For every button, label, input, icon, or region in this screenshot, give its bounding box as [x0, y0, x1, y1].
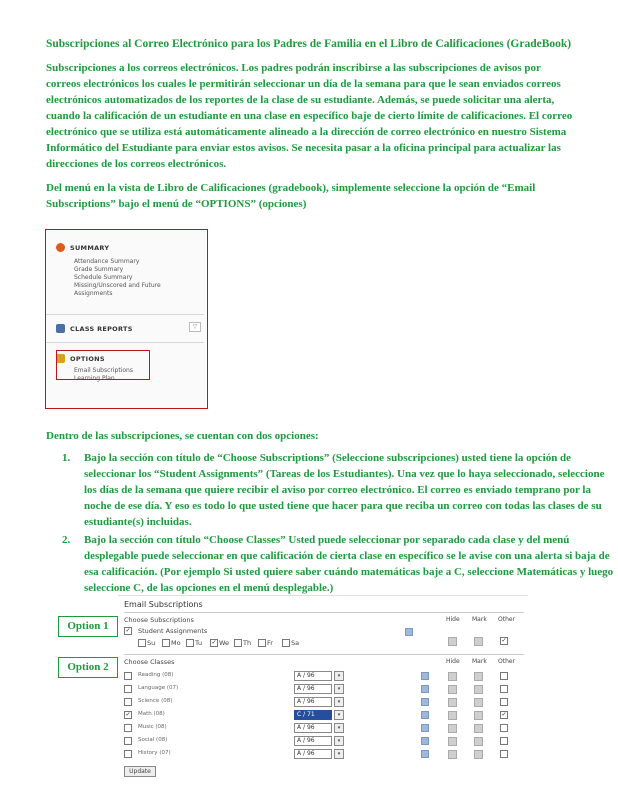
summary-header: SUMMARY	[70, 243, 110, 252]
grey-checkbox[interactable]	[474, 698, 483, 707]
list-number: 1.	[62, 452, 71, 464]
other-checkbox[interactable]	[500, 698, 508, 706]
choose-subscriptions-label: Choose Subscriptions	[124, 616, 194, 624]
intro-paragraph: Subscripciones a los correos electrónicos. Los padres podrán inscribirse a las subscripciones de avisos por correos electrónicos los cuales le permitirán seleccionar un día de la semana para que le sean enviados correos electrónicos automatizados de los reportes de la clase de su estudiante. Además, se puede solicitar una alerta, cuando la calificación de un estudiante en una clase en específico baje de cierto límite de calificaciones. El correo electrónico que se utiliza está automáticamente alineado a la dirección de correo electrónico en nuestro Sistema Informático del Estudiante para enviar estos avisos. Se necesita pasar a la oficina principal para actualizar las direcciones de los correos electrónicos.	[46, 62, 573, 170]
divider	[46, 342, 204, 343]
day-checkbox[interactable]	[138, 639, 146, 647]
grey-checkbox[interactable]	[474, 637, 483, 646]
day-label: We	[219, 639, 230, 647]
chevron-down-icon[interactable]: ▾	[334, 723, 344, 733]
calendar-icon[interactable]	[421, 698, 429, 706]
day-checkbox[interactable]: ✓	[211, 639, 217, 646]
list-text: Bajo la sección con título de “Choose Subscriptions” (Seleccione subscripciones) usted tiene la opción de seleccionar los “Student Assignments” (Tareas de los Estudiantes). Una vez que lo haya seleccionado, seleccione los días de la semana que quiere recibir el aviso por correo electrónico. El correo es enviado temprano por la noche de ese día. Y eso es todo lo que usted tiene que hacer para que reciba un correo con todas las clases de su estudiante(s) incluidas.	[84, 452, 605, 528]
other-checkbox[interactable]: ✓	[501, 711, 507, 718]
learning-plan-link[interactable]: Learning Plan	[74, 375, 115, 382]
grade-threshold-select[interactable]: A / 96	[294, 697, 332, 707]
col-header: Mark	[472, 658, 487, 665]
divider	[124, 612, 524, 613]
grey-checkbox[interactable]	[448, 637, 457, 646]
class-name: Math (08)	[138, 711, 165, 717]
col-header: Mark	[472, 616, 487, 623]
grey-checkbox[interactable]	[474, 724, 483, 733]
class-name: Science (08)	[138, 698, 173, 704]
class-checkbox[interactable]	[124, 724, 132, 732]
class-name: Reading (08)	[138, 672, 174, 678]
other-checkbox[interactable]	[500, 737, 508, 745]
grade-threshold-select[interactable]: A / 96	[294, 684, 332, 694]
chevron-down-icon[interactable]: ▽	[189, 322, 201, 332]
day-label: Sa	[291, 639, 300, 647]
day-label: Mo	[171, 639, 181, 647]
day-label: Fr	[267, 639, 273, 647]
class-checkbox[interactable]: ✓	[125, 711, 131, 718]
class-checkbox[interactable]	[124, 672, 132, 680]
col-header: Other	[498, 616, 516, 623]
choose-classes-label: Choose Classes	[124, 658, 175, 666]
day-checkbox[interactable]	[162, 639, 170, 647]
grey-checkbox[interactable]	[448, 711, 457, 720]
student-assignments-label: Student Assignments	[138, 627, 208, 635]
other-checkbox[interactable]	[500, 672, 508, 680]
class-checkbox[interactable]	[124, 685, 132, 693]
menu-item[interactable]: Attendance Summary	[74, 258, 140, 265]
list-text: Bajo la sección con título “Choose Classes” Usted puede seleccionar por separado cada clase y del menú desplegable puede seleccionar en que calificación de cierta clase en específico se le avise con una alerta si baja de esa calificación. (Por ejemplo Si usted quiere saber cuándo matemáticas baje a C, seleccione Matemáticas y luego seleccione C, de las opciones en el menú desplegable.)	[84, 534, 614, 594]
class-reports-section	[56, 324, 196, 333]
chevron-down-icon[interactable]: ▾	[334, 671, 344, 681]
summary-icon	[56, 243, 65, 252]
menu-item[interactable]: Assignments	[74, 290, 113, 297]
day-checkbox[interactable]	[282, 639, 290, 647]
class-checkbox[interactable]	[124, 750, 132, 758]
col-header: Other	[498, 658, 516, 665]
class-name: Language (07)	[138, 685, 179, 691]
list-number: 2.	[62, 534, 71, 546]
email-subscriptions-link[interactable]: Email Subscriptions	[74, 367, 133, 374]
other-checkbox[interactable]	[500, 750, 508, 758]
grey-checkbox[interactable]	[474, 672, 483, 681]
page-title: Subscripciones al Correo Electrónico para los Padres de Familia en el Libro de Calificaciones (GradeBook)	[46, 38, 572, 50]
day-checkbox[interactable]	[234, 639, 242, 647]
grey-checkbox[interactable]	[448, 737, 457, 746]
calendar-icon[interactable]	[421, 711, 429, 719]
other-checkbox[interactable]	[500, 685, 508, 693]
email-subscriptions-screenshot	[118, 595, 528, 778]
calendar-icon[interactable]	[421, 750, 429, 758]
col-header: Hide	[446, 658, 460, 665]
chevron-down-icon[interactable]: ▾	[334, 697, 344, 707]
subs-title: Email Subscriptions	[124, 600, 203, 609]
calendar-icon[interactable]	[405, 628, 413, 636]
col-header: Hide	[446, 616, 460, 623]
class-name: Social (08)	[138, 737, 168, 743]
menu-item[interactable]: Grade Summary	[74, 266, 124, 273]
chevron-down-icon[interactable]: ▾	[334, 736, 344, 746]
instruction-paragraph: Del menú en la vista de Libro de Calificaciones (gradebook), simplemente seleccione la opción de “Email Subscriptions” bajo el menú de “OPTIONS” (opciones)	[46, 182, 536, 210]
class-reports-header[interactable]: CLASS REPORTS	[70, 324, 133, 333]
calendar-icon[interactable]	[421, 672, 429, 680]
options-header: OPTIONS	[70, 354, 105, 363]
highlight-box	[56, 350, 150, 380]
grade-threshold-select[interactable]: A / 96	[294, 723, 332, 733]
grey-checkbox[interactable]	[474, 750, 483, 759]
day-label: Tu	[195, 639, 203, 647]
grade-threshold-select[interactable]: C / 71	[294, 710, 332, 720]
divider	[46, 314, 204, 315]
gradebook-menu-screenshot	[45, 229, 208, 409]
summary-section	[56, 243, 196, 298]
grade-threshold-select[interactable]: A / 96	[294, 749, 332, 759]
class-checkbox[interactable]	[124, 737, 132, 745]
grade-threshold-select[interactable]: A / 96	[294, 671, 332, 681]
calendar-icon[interactable]	[421, 737, 429, 745]
calendar-icon[interactable]	[421, 685, 429, 693]
grey-checkbox[interactable]	[448, 750, 457, 759]
day-label: Su	[147, 639, 156, 647]
other-checkbox[interactable]	[500, 724, 508, 732]
grade-threshold-select[interactable]: A / 96	[294, 736, 332, 746]
option-2-label: Option 2	[58, 657, 118, 678]
calendar-icon[interactable]	[421, 724, 429, 732]
list-item	[62, 532, 616, 596]
grey-checkbox[interactable]	[448, 685, 457, 694]
grey-checkbox[interactable]	[448, 724, 457, 733]
update-button[interactable]: Update	[124, 766, 156, 777]
options-list	[46, 450, 616, 598]
chevron-down-icon[interactable]: ▾	[334, 684, 344, 694]
grey-checkbox[interactable]	[474, 711, 483, 720]
grey-checkbox[interactable]	[448, 698, 457, 707]
menu-item[interactable]: Missing/Unscored and Future	[74, 282, 161, 289]
grey-checkbox[interactable]	[448, 672, 457, 681]
options-intro: Dentro de las subscripciones, se cuentan con dos opciones:	[46, 430, 319, 442]
day-checkbox[interactable]	[186, 639, 194, 647]
chart-icon	[56, 324, 65, 333]
class-name: Music (08)	[138, 724, 167, 730]
grey-checkbox[interactable]	[474, 685, 483, 694]
other-checkbox[interactable]: ✓	[501, 637, 507, 644]
option-1-label: Option 1	[58, 616, 118, 637]
day-label: Th	[243, 639, 252, 647]
grey-checkbox[interactable]	[474, 737, 483, 746]
student-assignments-checkbox[interactable]: ✓	[125, 627, 131, 634]
list-item	[62, 450, 616, 530]
divider	[124, 654, 524, 655]
chevron-down-icon[interactable]: ▾	[334, 710, 344, 720]
day-checkbox[interactable]	[258, 639, 266, 647]
menu-item[interactable]: Schedule Summary	[74, 274, 133, 281]
chevron-down-icon[interactable]: ▾	[334, 749, 344, 759]
class-checkbox[interactable]	[124, 698, 132, 706]
class-name: History (07)	[138, 750, 171, 756]
